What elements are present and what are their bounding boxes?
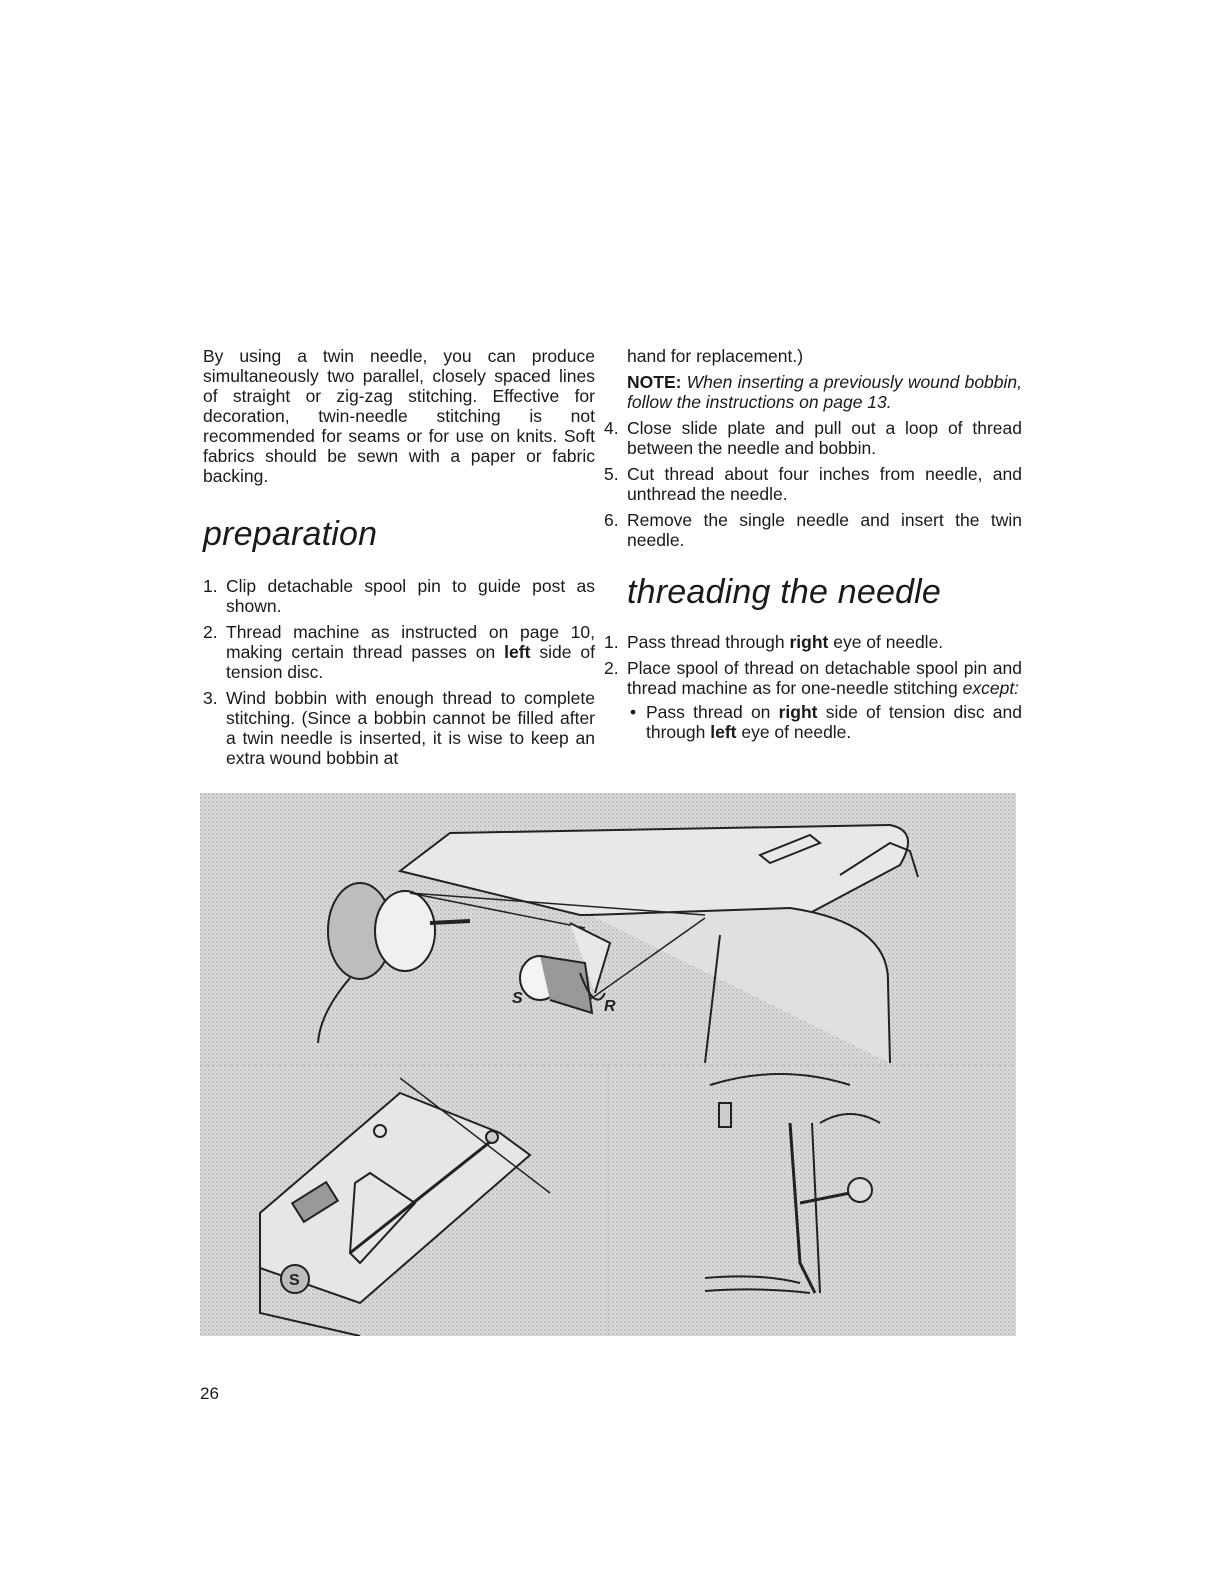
spool-on-pin xyxy=(375,891,435,971)
prep-step-2: 2. Thread machine as instructed on page 10, making certain thread passes on left side of tension disc. xyxy=(203,622,595,682)
prep-step-5: 5. Cut thread about four inches from needle, and unthread the needle. xyxy=(604,464,1022,504)
preparation-steps-continued xyxy=(604,418,1022,550)
note-text: When inserting a previously wound bobbin, follow the instructions on page 13. xyxy=(627,372,1022,412)
note-label: NOTE: xyxy=(627,372,682,392)
thread-step-2: 2. Place spool of thread on detachable spool pin and thread machine as for one-needle stitching except: xyxy=(604,658,1022,698)
right-column xyxy=(604,346,1023,742)
thread-bullet: • Pass thread on right side of tension disc and through left eye of needle. xyxy=(630,702,1023,742)
threading-illustration xyxy=(200,793,1016,1336)
clamp-knob xyxy=(848,1178,872,1202)
threading-heading: threading the needle xyxy=(627,573,942,611)
prep-step-1: 1. Clip detachable spool pin to guide post as shown. xyxy=(203,576,595,616)
prep-step-3: 3. Wind bobbin with enough thread to complete stitching. (Since a bobbin cannot be filled after a twin needle is inserted, it is wise to keep an extra wound bobbin at xyxy=(203,688,595,768)
continuation-text: hand for replacement.) xyxy=(627,346,804,366)
guide-post-top xyxy=(486,1131,498,1143)
threading-steps xyxy=(604,632,1022,698)
thread-step-1: 1. Pass thread through right eye of needle. xyxy=(604,632,944,652)
prep-step-6: 6. Remove the single needle and insert the twin needle. xyxy=(604,510,1022,550)
left-column xyxy=(203,346,595,774)
thread-take-up xyxy=(719,1103,731,1127)
spool-pin xyxy=(430,921,470,923)
preparation-steps xyxy=(203,576,595,768)
page-number: 26 xyxy=(200,1384,219,1403)
prep-step-4: 4. Close slide plate and pull out a loop of thread between the needle and bobbin. xyxy=(604,418,1022,458)
logo-letter: S xyxy=(289,1272,300,1289)
intro-paragraph: By using a twin needle, you can produce simultaneously two parallel, closely spaced lines of straight or zig-zag stitching. Effective for decoration, twin-needle stitching is not recommended for seams or for use on knits. Soft fabrics should be sewn with a paper or fabric backing. xyxy=(203,346,595,486)
note-paragraph xyxy=(627,372,1022,412)
mark-r: R xyxy=(604,998,616,1015)
preparation-heading: preparation xyxy=(203,515,378,553)
mark-s: S xyxy=(512,990,523,1007)
